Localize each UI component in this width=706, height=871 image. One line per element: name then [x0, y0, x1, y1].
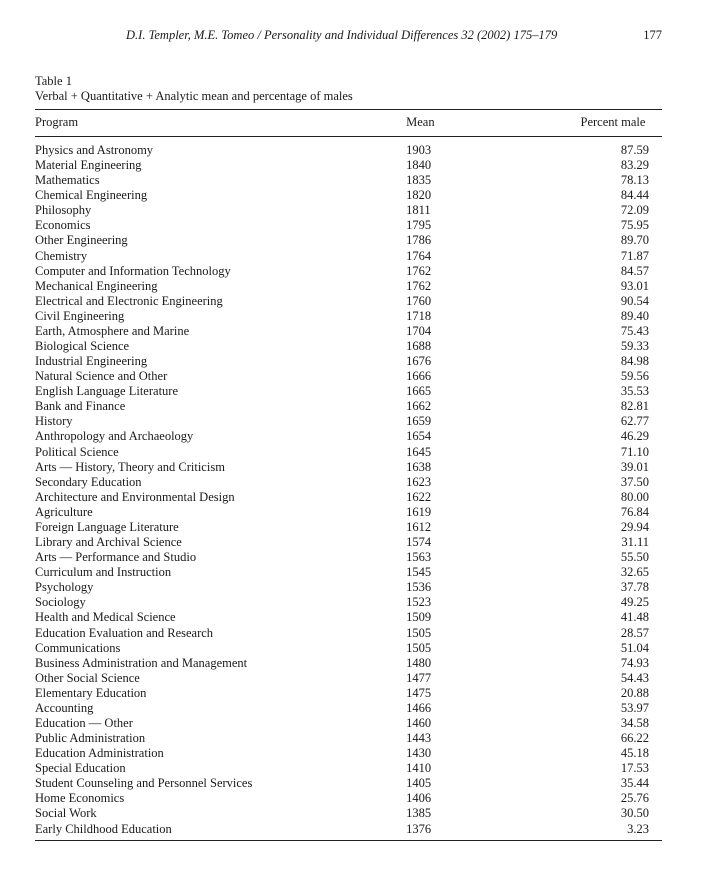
- mean-cell: 1760: [406, 293, 432, 308]
- mean-cell: 1840: [406, 158, 432, 173]
- mean-cell: 1718: [406, 308, 432, 323]
- percent-male-cell: 66.22: [620, 731, 649, 746]
- table-row: [35, 188, 662, 203]
- program-cell: History: [35, 414, 73, 429]
- table-row: [35, 399, 662, 414]
- table-row: [35, 791, 662, 806]
- percent-male-cell: 89.40: [620, 308, 649, 323]
- program-cell: Civil Engineering: [35, 308, 125, 323]
- mean-cell: 1443: [406, 731, 432, 746]
- program-cell: Social Work: [35, 806, 97, 821]
- percent-male-cell: 80.00: [620, 489, 649, 504]
- mean-cell: 1811: [406, 203, 431, 218]
- percent-male-cell: 84.98: [620, 354, 649, 369]
- mean-cell: 1638: [406, 459, 432, 474]
- program-cell: Arts — Performance and Studio: [35, 550, 197, 565]
- program-cell: Biological Science: [35, 339, 130, 354]
- table-row: [35, 143, 662, 158]
- program-cell: Electrical and Electronic Engineering: [35, 293, 223, 308]
- program-cell: Material Engineering: [35, 158, 142, 173]
- percent-male-cell: 59.33: [620, 339, 649, 354]
- program-cell: Philosophy: [35, 203, 92, 218]
- percent-male-cell: 30.50: [620, 806, 649, 821]
- percent-male-cell: 76.84: [620, 504, 649, 519]
- percent-male-cell: 41.48: [620, 610, 649, 625]
- percent-male-cell: 93.01: [620, 278, 649, 293]
- program-cell: Natural Science and Other: [35, 369, 168, 384]
- mean-cell: 1665: [406, 384, 432, 399]
- table-row: [35, 384, 662, 399]
- table-row: [35, 490, 662, 505]
- percent-male-cell: 82.81: [620, 399, 649, 414]
- percent-male-cell: 74.93: [620, 655, 649, 670]
- percent-male-cell: 51.04: [620, 640, 649, 655]
- mean-cell: 1762: [406, 263, 432, 278]
- table-row: [35, 279, 662, 294]
- program-cell: Economics: [35, 218, 91, 233]
- table-row: [35, 249, 662, 264]
- mean-cell: 1645: [406, 444, 432, 459]
- data-table: [35, 109, 662, 841]
- program-cell: Library and Archival Science: [35, 535, 182, 550]
- program-cell: Computer and Information Technology: [35, 263, 231, 278]
- percent-male-cell: 37.78: [620, 580, 649, 595]
- percent-male-cell: 71.87: [620, 248, 649, 263]
- mean-cell: 1574: [406, 535, 432, 550]
- program-cell: Early Childhood Education: [35, 822, 406, 841]
- mean-cell: 1762: [406, 278, 432, 293]
- mean-cell: 1523: [406, 595, 432, 610]
- program-cell: Bank and Finance: [35, 399, 126, 414]
- table-caption: [35, 74, 353, 104]
- percent-male-cell: 32.65: [620, 565, 649, 580]
- table-row: [35, 294, 662, 309]
- mean-cell: 1466: [406, 700, 432, 715]
- table-row: [35, 671, 662, 686]
- table-row: [35, 173, 662, 188]
- percent-male-cell: 25.76: [620, 791, 649, 806]
- program-cell: Special Education: [35, 761, 126, 776]
- program-cell: Anthropology and Archaeology: [35, 429, 194, 444]
- mean-cell: 1654: [406, 429, 432, 444]
- percent-male-cell: 35.44: [620, 776, 649, 791]
- table-row: [35, 822, 662, 841]
- table-row: [35, 203, 662, 218]
- table-row: [35, 731, 662, 746]
- program-cell: Political Science: [35, 444, 119, 459]
- percent-male-cell: 29.94: [620, 519, 649, 534]
- percent-male-cell: 75.43: [620, 323, 649, 338]
- percent-male-cell: 75.95: [620, 218, 649, 233]
- percent-male-cell: 71.10: [620, 444, 649, 459]
- mean-cell: 1430: [406, 746, 432, 761]
- table-row: [35, 520, 662, 535]
- column-header-mean: Mean: [406, 110, 580, 137]
- program-cell: Elementary Education: [35, 685, 147, 700]
- mean-cell: 1676: [406, 354, 432, 369]
- program-cell: Agriculture: [35, 504, 93, 519]
- mean-cell: 1477: [406, 670, 432, 685]
- program-cell: Secondary Education: [35, 474, 142, 489]
- table-label: Table 1: [35, 74, 72, 88]
- program-cell: Education Evaluation and Research: [35, 625, 214, 640]
- mean-cell: 1704: [406, 323, 432, 338]
- program-cell: Earth, Atmosphere and Marine: [35, 323, 190, 338]
- table-row: [35, 626, 662, 641]
- program-cell: Architecture and Environmental Design: [35, 489, 235, 504]
- program-cell: Education — Other: [35, 715, 133, 730]
- program-cell: English Language Literature: [35, 384, 178, 399]
- table-row: [35, 369, 662, 384]
- mean-cell: 1903: [406, 143, 432, 157]
- page-header: [0, 28, 706, 48]
- percent-male-cell: 62.77: [620, 414, 649, 429]
- table-row: [35, 264, 662, 279]
- table-row: [35, 233, 662, 248]
- mean-cell: 1505: [406, 625, 432, 640]
- mean-cell: 1563: [406, 550, 432, 565]
- mean-cell: 1405: [406, 776, 432, 791]
- percent-male-cell: 83.29: [620, 158, 649, 173]
- mean-cell: 1820: [406, 188, 432, 203]
- table-row: [35, 309, 662, 324]
- mean-cell: 1688: [406, 339, 432, 354]
- table-row: [35, 158, 662, 173]
- mean-cell: 1509: [406, 610, 432, 625]
- mean-cell: 1376: [406, 822, 580, 841]
- program-cell: Other Engineering: [35, 233, 128, 248]
- program-cell: Business Administration and Management: [35, 655, 248, 670]
- mean-cell: 1612: [406, 519, 432, 534]
- running-head: D.I. Templer, M.E. Tomeo / Personality and Individual Differences 32 (2002) 175–179: [126, 28, 558, 42]
- table-row: [35, 806, 662, 821]
- program-cell: Arts — History, Theory and Criticism: [35, 459, 225, 474]
- table-row: [35, 641, 662, 656]
- program-cell: Psychology: [35, 580, 94, 595]
- program-cell: Health and Medical Science: [35, 610, 176, 625]
- mean-cell: 1385: [406, 806, 432, 821]
- program-cell: Physics and Astronomy: [35, 143, 154, 157]
- mean-cell: 1480: [406, 655, 432, 670]
- percent-male-cell: 3.23: [581, 822, 662, 841]
- percent-male-cell: 17.53: [620, 761, 649, 776]
- column-header-program: Program: [35, 110, 406, 137]
- table-row: [35, 535, 662, 550]
- table-title: Verbal + Quantitative + Analytic mean and percentage of males: [35, 89, 353, 103]
- program-cell: Public Administration: [35, 731, 146, 746]
- program-cell: Chemical Engineering: [35, 188, 148, 203]
- program-cell: Education Administration: [35, 746, 164, 761]
- table-row: [35, 580, 662, 595]
- table-row: [35, 324, 662, 339]
- percent-male-cell: 39.01: [620, 459, 649, 474]
- percent-male-cell: 45.18: [620, 746, 649, 761]
- program-cell: Industrial Engineering: [35, 354, 148, 369]
- percent-male-cell: 46.29: [620, 429, 649, 444]
- percent-male-cell: 28.57: [620, 625, 649, 640]
- mean-cell: 1410: [406, 761, 432, 776]
- percent-male-cell: 59.56: [620, 369, 649, 384]
- table-row: [35, 445, 662, 460]
- mean-cell: 1622: [406, 489, 432, 504]
- percent-male-cell: 84.57: [620, 263, 649, 278]
- table-header-row: [35, 110, 662, 137]
- percent-male-cell: 34.58: [620, 715, 649, 730]
- table-row: [35, 701, 662, 716]
- mean-cell: 1795: [406, 218, 432, 233]
- table-row: [35, 339, 662, 354]
- percent-male-cell: 89.70: [620, 233, 649, 248]
- program-cell: Mathematics: [35, 173, 100, 188]
- program-cell: Other Social Science: [35, 670, 140, 685]
- table-row: [35, 429, 662, 444]
- mean-cell: 1623: [406, 474, 432, 489]
- program-cell: Home Economics: [35, 791, 125, 806]
- table-row: [35, 475, 662, 490]
- mean-cell: 1545: [406, 565, 432, 580]
- percent-male-cell: 78.13: [620, 173, 649, 188]
- percent-male-cell: 87.59: [620, 143, 649, 157]
- percent-male-cell: 35.53: [620, 384, 649, 399]
- percent-male-cell: 54.43: [620, 670, 649, 685]
- mean-cell: 1460: [406, 715, 432, 730]
- program-cell: Mechanical Engineering: [35, 278, 158, 293]
- table-row: [35, 716, 662, 731]
- percent-male-cell: 72.09: [620, 203, 649, 218]
- column-header-percent-male: Percent male: [581, 110, 662, 137]
- table-row: [35, 460, 662, 475]
- program-cell: Accounting: [35, 700, 94, 715]
- table-row: [35, 610, 662, 625]
- mean-cell: 1536: [406, 580, 432, 595]
- mean-cell: 1659: [406, 414, 432, 429]
- mean-cell: 1764: [406, 248, 432, 263]
- program-cell: Foreign Language Literature: [35, 519, 179, 534]
- mean-cell: 1619: [406, 504, 432, 519]
- table-row: [35, 656, 662, 671]
- table-body: [35, 137, 662, 841]
- program-cell: Communications: [35, 640, 121, 655]
- percent-male-cell: 31.11: [621, 535, 649, 550]
- table-row: [35, 505, 662, 520]
- table-row: [35, 686, 662, 701]
- table-row: [35, 595, 662, 610]
- program-cell: Curriculum and Instruction: [35, 565, 172, 580]
- table-row: [35, 218, 662, 233]
- table-row: [35, 761, 662, 776]
- percent-male-cell: 49.25: [620, 595, 649, 610]
- table-row: [35, 354, 662, 369]
- percent-male-cell: 55.50: [620, 550, 649, 565]
- table-row: [35, 746, 662, 761]
- mean-cell: 1475: [406, 685, 432, 700]
- percent-male-cell: 90.54: [620, 293, 649, 308]
- mean-cell: 1505: [406, 640, 432, 655]
- table-row: [35, 565, 662, 580]
- percent-male-cell: 84.44: [620, 188, 649, 203]
- program-cell: Sociology: [35, 595, 86, 610]
- mean-cell: 1786: [406, 233, 432, 248]
- mean-cell: 1406: [406, 791, 432, 806]
- mean-cell: 1666: [406, 369, 432, 384]
- mean-cell: 1662: [406, 399, 432, 414]
- table-row: [35, 776, 662, 791]
- table-row: [35, 414, 662, 429]
- percent-male-cell: 20.88: [620, 685, 649, 700]
- percent-male-cell: 53.97: [620, 700, 649, 715]
- page-number: 177: [643, 28, 662, 42]
- program-cell: Student Counseling and Personnel Services: [35, 776, 253, 791]
- table-row: [35, 550, 662, 565]
- program-cell: Chemistry: [35, 248, 88, 263]
- percent-male-cell: 37.50: [620, 474, 649, 489]
- mean-cell: 1835: [406, 173, 432, 188]
